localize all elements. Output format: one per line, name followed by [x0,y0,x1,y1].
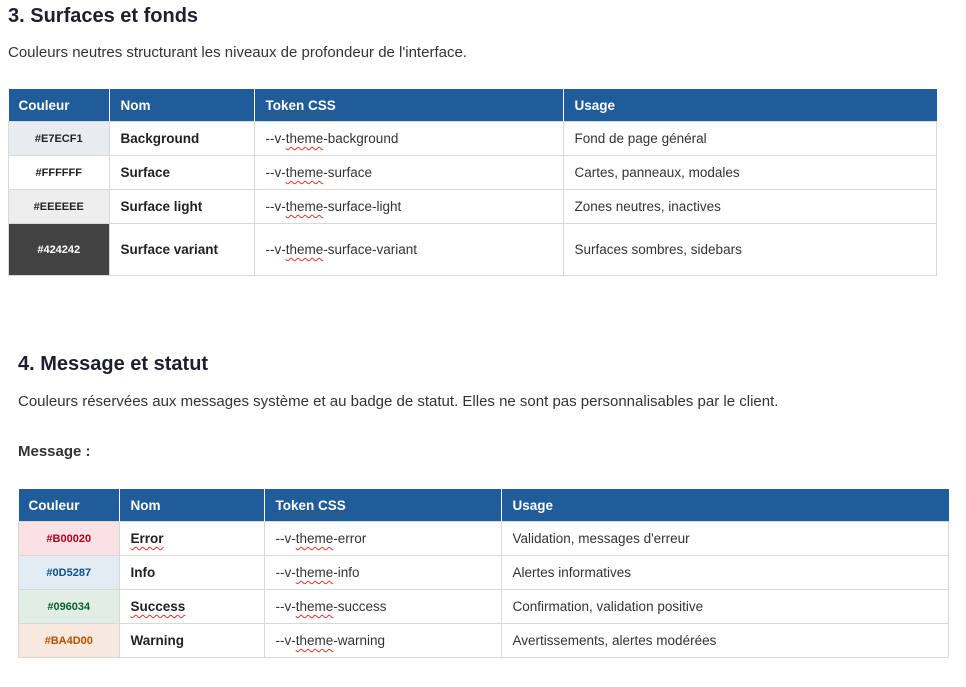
header-couleur: Couleur [19,489,120,522]
token-suffix: -background [323,131,399,146]
color-name: Surface variant [120,242,219,257]
color-name: Info [130,565,156,580]
color-name: Success [130,599,186,614]
color-name: Error [130,531,164,546]
token-word: theme [285,242,324,257]
table-row [9,190,937,224]
token-word: theme [295,599,334,614]
usage-cell: Surfaces sombres, sidebars [563,224,937,276]
token-cell [254,156,563,190]
token-word: theme [285,199,324,214]
token-word: theme [285,165,324,180]
color-hex: #0D5287 [46,566,92,579]
token-cell [254,122,563,156]
table-header-row [9,89,937,122]
token-prefix: --v- [275,599,296,614]
token-suffix: -warning [333,633,386,648]
header-token [254,89,563,122]
table-row [9,122,937,156]
token-suffix: -info [333,565,360,580]
usage-cell: Alertes informatives [501,556,949,590]
header-token-label: Token CSS [265,97,336,113]
usage-cell: Cartes, panneaux, modales [563,156,937,190]
color-name: Warning [130,633,184,648]
section-3-title: 3. Surfaces et fonds [8,5,199,27]
token-prefix: --v- [265,199,286,214]
color-hex: #EEEEEE [33,200,84,213]
color-name-cell [119,590,264,624]
table-row [19,556,949,590]
surfaces-table [8,89,937,276]
section-3-description: Couleurs neutres structurant les niveaux de profondeur de l'interface. [8,44,467,61]
table-row [19,522,949,556]
table-header-row [19,489,949,522]
usage-cell: Confirmation, validation positive [501,590,949,624]
token-prefix: --v- [275,633,296,648]
usage-cell: Fond de page général [563,122,937,156]
color-swatch [19,590,120,624]
token-suffix: -surface [323,165,373,180]
color-hex: #B00020 [46,532,92,545]
header-token [264,489,501,522]
color-name-cell [109,224,254,276]
color-name-cell [109,190,254,224]
section-4-description: Couleurs réservées aux messages système et au badge de statut. Elles ne sont pas personnalisables par le client. [18,393,779,410]
token-cell [254,224,563,276]
header-token-label: Token CSS [275,497,346,513]
color-name-cell [109,156,254,190]
token-cell [254,190,563,224]
token-cell [264,624,501,658]
color-swatch [19,624,120,658]
token-prefix: --v- [275,531,296,546]
header-nom: Nom [119,489,264,522]
header-couleur: Couleur [9,89,110,122]
color-swatch [9,156,110,190]
token-cell [264,522,501,556]
token-suffix: -success [333,599,387,614]
header-nom: Nom [109,89,254,122]
color-hex: #E7ECF1 [34,132,83,145]
token-prefix: --v- [275,565,296,580]
message-table [18,489,949,658]
color-name-cell [109,122,254,156]
color-name: Background [120,131,200,146]
table-row [19,590,949,624]
header-usage: Usage [563,89,937,122]
color-swatch [9,190,110,224]
header-usage: Usage [501,489,949,522]
table-row [19,624,949,658]
token-word: theme [285,131,324,146]
color-name-cell [119,624,264,658]
token-cell [264,590,501,624]
token-word: theme [295,565,334,580]
color-name-cell [119,556,264,590]
token-prefix: --v- [265,131,286,146]
color-swatch [9,224,110,276]
color-name-cell [119,522,264,556]
color-swatch [9,122,110,156]
color-swatch [19,522,120,556]
usage-cell: Validation, messages d'erreur [501,522,949,556]
token-suffix: -surface-light [323,199,402,214]
color-hex: #096034 [47,600,91,613]
color-hex: #FFFFFF [35,166,82,179]
usage-cell: Zones neutres, inactives [563,190,937,224]
token-prefix: --v- [265,165,286,180]
token-suffix: -error [333,531,367,546]
color-hex: #424242 [37,243,81,256]
token-word: theme [295,531,334,546]
color-swatch [19,556,120,590]
token-suffix: -surface-variant [323,242,418,257]
color-name: Surface light [120,199,203,214]
color-name: Surface [120,165,171,180]
message-sublabel: Message : [18,443,91,460]
token-word: theme [295,633,334,648]
token-cell [264,556,501,590]
table-row [9,156,937,190]
table-row [9,224,937,276]
color-hex: #BA4D00 [44,634,93,647]
usage-cell: Avertissements, alertes modérées [501,624,949,658]
section-4-title: 4. Message et statut [18,353,209,375]
token-prefix: --v- [265,242,286,257]
